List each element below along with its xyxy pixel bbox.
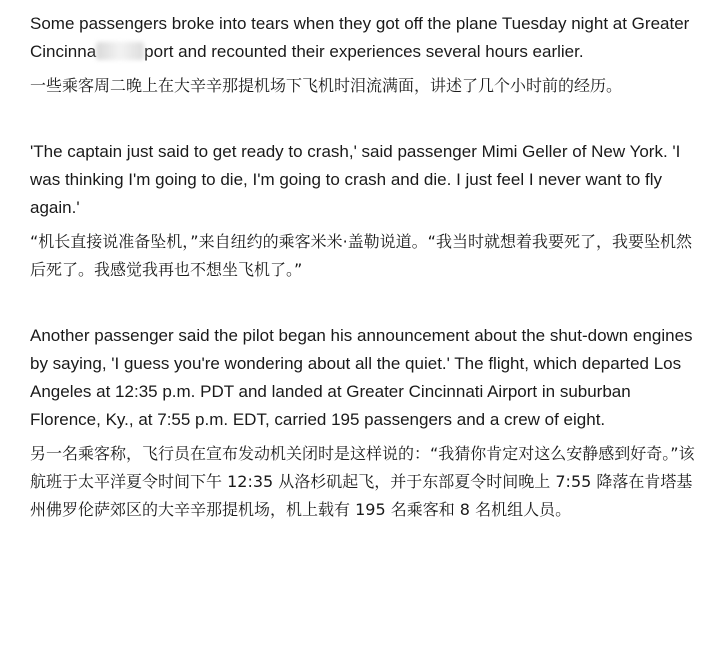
chinese-paragraph-3: 另一名乘客称，飞行员在宣布发动机关闭时是这样说的：“我猜你肯定对这么安静感到好奇。”该航班于太平洋夏令时间下午 12:35 从洛杉矶起飞，并于东部夏令时间晚上 7:55 降落在肯塔基州佛罗伦萨郊区的大辛辛那提机场，机上载有 195 名乘客和 8 名机组人员。 — [30, 444, 695, 519]
paragraph-block-3 — [30, 322, 700, 524]
document-body — [30, 10, 700, 524]
chinese-paragraph-1: 一些乘客周二晚上在大辛辛那提机场下飞机时泪流满面，讲述了几个小时前的经历。 — [30, 76, 623, 95]
chinese-paragraph-2: “机长直接说准备坠机，”来自纽约的乘客米米·盖勒说道。“我当时就想着我要死了，我要坠机然后死了。我感觉我再也不想坐飞机了。” — [30, 232, 692, 279]
english-text-part-1: Some passengers broke into tears when they got off the plane Tuesday night at Greater Cincinna — [30, 14, 690, 61]
blurred-text-redaction — [96, 42, 144, 60]
english-paragraph-2: 'The captain just said to get ready to crash,' said passenger Mimi Geller of New York. 'I was thinking I'm going to die, I'm going to crash and die. I just feel I never want to fly again.' — [30, 142, 681, 217]
english-text-part-2: port and recounted their experiences several hours earlier. — [144, 42, 584, 61]
english-paragraph-3: Another passenger said the pilot began his announcement about the shut-down engines by saying, 'I guess you're wondering about all the quiet.' The flight, which departed Los Angeles at 12:35 p.m. PDT and landed at Greater Cincinnati Airport in suburban Florence, Ky., at 7:55 p.m. EDT, carried 195 passengers and a crew of eight. — [30, 326, 693, 429]
english-paragraph-1 — [30, 10, 700, 66]
paragraph-block-1 — [30, 10, 700, 100]
paragraph-block-2 — [30, 138, 700, 284]
